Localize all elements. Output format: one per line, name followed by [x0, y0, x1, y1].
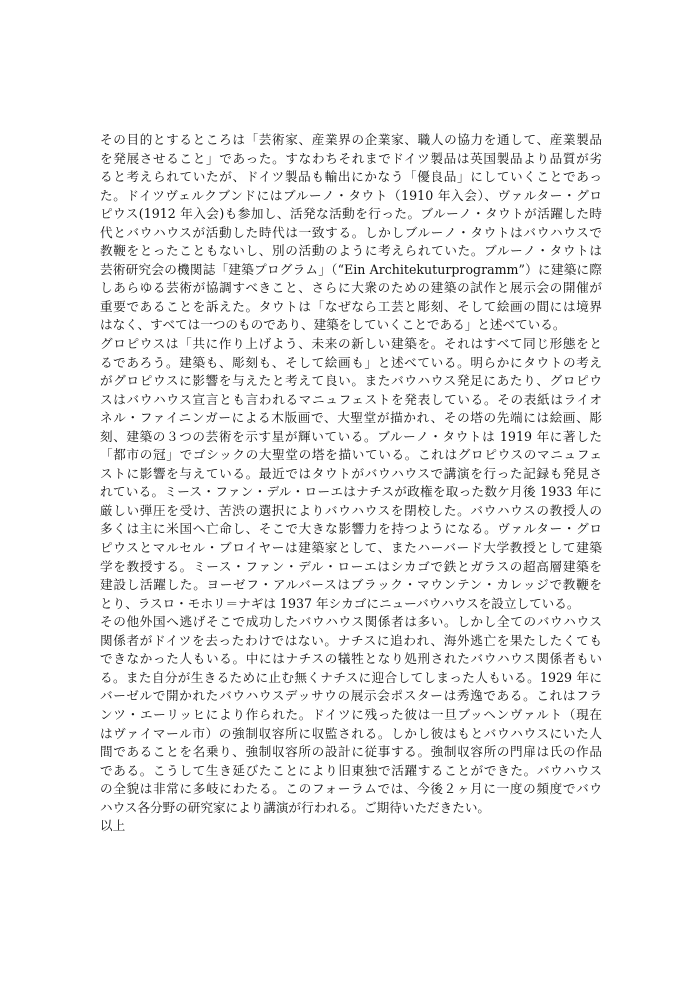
text-line: ストに影響を与えている。最近ではタウトがバウハウスで講演を行った記録も発見さ: [100, 465, 602, 481]
text-line: 厳しい弾圧を受け、苦渋の選択によりバウハウスを閉校した。バウハウスの教授人の: [100, 502, 602, 518]
text-line: グロピウスは「共に作り上げよう、未来の新しい建築を。それはすべて同じ形態をと: [100, 336, 602, 352]
text-line: 教鞭をとったこともないし、別の活動のように考えられていた。ブルーノ・タウトは: [100, 243, 602, 259]
text-line: 重要であることを訴えた。タウトは「なぜなら工芸と彫刻、そして絵画の間には境界: [100, 298, 602, 314]
text-line: ンツ・エーリッヒにより作られた。ドイツに残った彼は一旦ブッヘンヴァルト（現在: [100, 706, 602, 722]
text-line: 芸術研究会の機関誌「建築プログラム」（“Ein Architekuturprogramm”）に建築に際: [100, 261, 602, 277]
text-line: しあらゆる芸術が協調すべきこと、さらに大衆のための建築の試作と展示会の開催が: [100, 280, 602, 296]
text-line: 間であることを名乗り、強制収容所の設計に従事する。強制収容所の門扉は氏の作品: [100, 744, 602, 760]
text-line: 代とバウハウスが活動した時代は一致する。しかしブルーノ・タウトはバウハウスで: [100, 224, 602, 240]
text-line: るであろう。建築も、彫刻も、そして絵画も」と述べている。明らかにタウトの考え: [100, 354, 602, 370]
text-line: る。また自分が生きるために止む無くナチスに迎合してしまった人もいる。1929 年に: [100, 669, 602, 685]
text-line: はヴァイマール市）の強制収容所に収監される。しかし彼はもとバウハウスにいた人: [100, 725, 602, 741]
text-line: 「都市の冠」でゴシックの大聖堂の塔を描いている。これはグロピウスのマニュフェ: [100, 447, 602, 463]
text-line: ハウス各分野の研究家により講演が行われる。ご期待いただきたい。: [100, 799, 491, 815]
text-line: ピウス(1912 年入会)も参加し、活発な活動を行った。ブルーノ・タウトが活躍した時: [100, 206, 602, 222]
text-line: た。ドイツヴェルクブンドにはブルーノ・タウト（1910 年入会）、ヴァルター・グロ: [100, 187, 602, 203]
text-line: はなく、すべては一つのものであり、建築をしていくことである」と述べている。: [100, 317, 566, 333]
text-line: 以上: [100, 818, 126, 834]
text-line: バーゼルで開かれたバウハウスデッサウの展示会ポスターは秀逸である。これはフラ: [100, 688, 602, 704]
text-line: できなかった人もいる。中にはナチスの犠牲となり処刑されたバウハウス関係者もい: [100, 651, 602, 667]
text-line: 多くは主に米国へ亡命し、そこで大きな影響力を持つようになる。ヴァルター・グロ: [100, 521, 602, 537]
text-line: ると考えられていたが、ドイツ製品も輸出にかなう「優良品」にしていくことであっ: [100, 169, 602, 185]
text-line: 建設し活躍した。ヨーゼフ・アルバースはブラック・マウンテン・カレッジで教鞭を: [100, 577, 602, 593]
text-line: ピウスとマルセル・ブロイヤーは建築家として、またハーバード大学教授として建築: [100, 540, 602, 556]
text-line: ネル・ファイニンガーによる木版画で、大聖堂が描かれ、その塔の先端には絵画、彫: [100, 410, 602, 426]
text-line: スはバウハウス宣言とも言われるマニュフェストを発表している。その表紙はライオ: [100, 391, 602, 407]
text-line: 学を教授する。ミース・ファン・デル・ローエはシカゴで鉄とガラスの超高層建築を: [100, 558, 602, 574]
text-line: である。こうして生き延びたことにより旧東独で活躍することができた。バウハウス: [100, 762, 602, 778]
text-line: を発展させること」であった。すなわちそれまでドイツ製品は英国製品より品質が劣: [100, 150, 602, 166]
text-line: その目的とするところは「芸術家、産業界の企業家、職人の協力を通して、産業製品: [100, 132, 602, 147]
text-line: 刻、建築の３つの芸術を示す星が輝いている。ブルーノ・タウトは 1919 年に著した: [100, 428, 602, 444]
text-line: 関係者がドイツを去ったわけではない。ナチスに追われ、海外逃亡を果たしたくても: [100, 632, 602, 648]
text-line: とり、ラスロ・モホリ＝ナギは 1937 年シカゴにニューバウハウスを設立している。: [100, 595, 580, 611]
text-line: れている。ミース・ファン・デル・ローエはナチスが政権を取った数ケ月後 1933 年に: [100, 484, 602, 500]
text-line: の全貌は非常に多岐にわたる。このフォーラムでは、今後２ヶ月に一度の頻度でバウ: [100, 781, 602, 797]
body-text: [100, 131, 602, 836]
text-line: その他外国へ逃げそこで成功したバウハウス関係者は多い。しかし全てのバウハウス: [100, 614, 602, 630]
text-line: がグロピウスに影響を与えたと考えて良い。またバウハウス発足にあたり、グロピウ: [100, 373, 602, 389]
